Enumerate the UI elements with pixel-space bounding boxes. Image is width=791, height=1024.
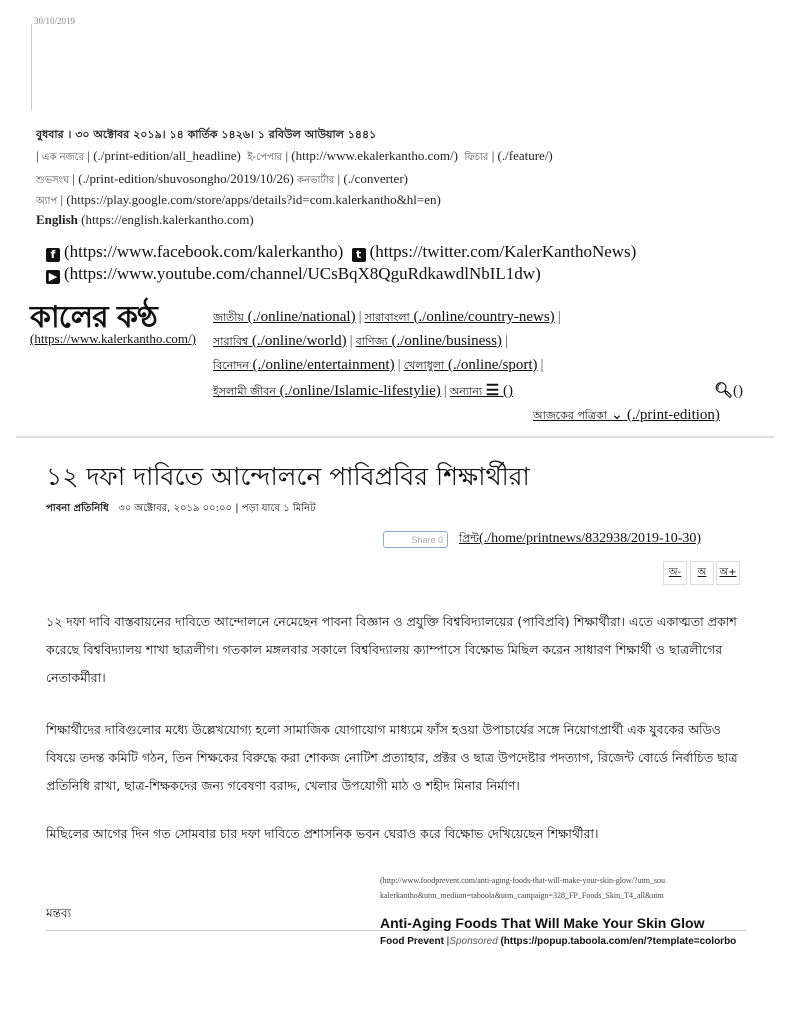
nav-row-4: ইসলামী জীবন (./online/Islamic-lifestylie) | অন্যান্য ☰ () (213, 383, 513, 399)
nav-others[interactable]: অন্যান্য ☰ () (449, 383, 513, 399)
top-links-row-1: | এক নজরে | (./print-edition/all_headline) ই-পেপার | (http://www.ekalerkantho.com/) ফিচার | (./feature/) (36, 148, 553, 163)
youtube-link[interactable]: (https://www.youtube.com/channel/UCsBqX8QguRdkawdlNbIL1dw) (64, 264, 541, 283)
nav-world[interactable]: সারাবিশ্ব (./online/world) (213, 333, 347, 349)
print-edition-link[interactable]: আজকের পত্রিকা ⌄ (./print-edition) (533, 407, 720, 423)
link-url[interactable]: (./print-edition/shuvosongho/2019/10/26) (78, 171, 294, 186)
top-links-row-2: শুভসংঘ | (./print-edition/shuvosongho/2019/10/26) কনভার্টার | (./converter) (36, 171, 408, 186)
menu-icon: ☰ (485, 383, 500, 399)
search-button[interactable]: 🔍︎() (714, 383, 744, 399)
read-time: পড়া যাবে ১ মিনিট (241, 503, 316, 514)
site-logo[interactable]: কালের কণ্ঠ (30, 300, 157, 335)
font-decrease-button[interactable]: অ- (663, 561, 687, 585)
header-divider (16, 436, 774, 438)
twitter-link[interactable]: (https://twitter.com/KalerKanthoNews) (369, 242, 637, 261)
comments-heading: মন্তব্য (46, 906, 72, 920)
link-url[interactable]: (./feature/) (497, 148, 553, 163)
nav-row-2: সারাবিশ্ব (./online/world) | বাণিজ্য (./online/business) | (213, 333, 508, 349)
link-shuvosongho[interactable]: শুভসংঘ (36, 175, 70, 186)
article-paragraph-1: ১২ দফা দাবি বাস্তবায়নের দাবিতে আন্দোলনে নেমেছেন পাবনা বিজ্ঞান ও প্রযুক্তি বিশ্ববিদ্যালয়ের (পাবিপ্রবি) শিক্ষার্থীরা। এতে একাত্মতা প্রকাশ করেছে বিশ্ববিদ্যালয় শাখা ছাত্রলীগ। গতকাল মঙ্গলবার সকালে বিশ্ববিদ্যালয় ক্যাম্পাসে বিক্ষোভ মিছিল করেন সাধারণ শিক্ষার্থী ও ছাত্রলীগের নেতাকর্মীরা। (46, 614, 737, 685)
nav-business[interactable]: বাণিজ্য (./online/business) (355, 333, 502, 349)
nav-country[interactable]: সারাবাংলা (./online/country-news) (364, 309, 555, 325)
link-english[interactable]: English (36, 212, 78, 227)
print-date: 30/10/2019 (34, 16, 76, 26)
nav-national[interactable]: জাতীয় (./online/national) (213, 309, 356, 325)
article-paragraph-2: শিক্ষার্থীদের দাবিগুলোর মধ্যে উল্লেখযোগ্য হলো সামাজিক যোগাযোগ মাধ্যমে ফাঁস হওয়া উপাচার্যের সঙ্গে নিয়োগপ্রার্থী এক যুবকের অডিও বিষয়ে তদন্ত কমিটি গঠন, তিন শিক্ষকের বিরুদ্ধে করা শোকজ নোটিশ প্রত্যাহার, প্রক্টর ও ছাত্র উপদেষ্টার পদত্যাগ, রিজেন্ট বোর্ডে নির্বাচিত ছাত্র প্রতিনিধি রাখা, ছাত্র-শিক্ষকদের জন্য গবেষণা বরাদ্দ, খেলার উপযোগী মাঠ ও শহীদ মিনার নির্মাণ। (46, 722, 738, 793)
top-links-row-4 (36, 212, 254, 228)
print-link[interactable]: প্রিন্ট(./home/printnews/832938/2019-10-30) (459, 531, 702, 546)
link-url[interactable]: (./print-edition/all_headline) (93, 148, 241, 163)
link-converter[interactable]: কনভার্টার (297, 175, 335, 186)
facebook-icon[interactable]: f (46, 248, 60, 262)
search-icon: 🔍︎ (714, 383, 734, 399)
link-url[interactable]: (https://play.google.com/store/apps/details?id=com.kalerkantho&hl=en) (66, 192, 441, 207)
social-row-2 (46, 264, 541, 284)
youtube-icon[interactable]: ▶ (46, 270, 60, 284)
article-byline: পাবনা প্রতিনিধি ৩০ অক্টোবর, ২০১৯ ০০:০০ | পড়া যাবে ১ মিনিট (46, 503, 316, 514)
nav-sport[interactable]: খেলাধুলা (./online/sport) (403, 357, 538, 373)
ad-source[interactable]: Food Prevent |Sponsored (https://popup.taboola.com/en/?template=colorbo (380, 936, 737, 947)
link-url[interactable]: (https://english.kalerkantho.com) (81, 212, 254, 227)
link-app[interactable]: অ্যাপ (36, 196, 58, 207)
author: পাবনা প্রতিনিধি (46, 503, 109, 514)
chevron-down-icon: ⌄ (610, 407, 624, 423)
ad-url-line-1[interactable]: (http://www.foodprevent.com/anti-aging-foods-that-will-make-your-skin-glow/?utm_sou (380, 876, 666, 885)
article-paragraph-3: মিছিলের আগের দিন গত সোমবার চার দফা দাবিতে প্রশাসনিক ভবন ঘেরাও করে বিক্ষোভ দেখিয়েছেন শিক্ষার্থীরা। (46, 826, 599, 841)
nav-entertainment[interactable]: বিনোদন (./online/entertainment) (213, 357, 395, 373)
top-links-row-3: অ্যাপ | (https://play.google.com/store/apps/details?id=com.kalerkantho&hl=en) (36, 192, 441, 207)
link-ek-nojore[interactable]: এক নজরে (41, 152, 85, 163)
font-reset-button[interactable]: অ (690, 561, 714, 585)
link-feature[interactable]: ফিচার (464, 152, 489, 163)
article-title: ১২ দফা দাবিতে আন্দোলনে পাবিপ্রবির শিক্ষার্থীরা (46, 462, 530, 491)
link-url[interactable]: (./converter) (343, 171, 408, 186)
nav-islamic[interactable]: ইসলামী জীবন (./online/Islamic-lifestylie) (213, 383, 441, 399)
ad-title[interactable]: Anti-Aging Foods That Will Make Your Skin Glow (380, 915, 705, 931)
date-line: বুধবার । ৩০ অক্টোবর ২০১৯। ১৪ কার্তিক ১৪২৬। ১ রবিউল আউয়াল ১৪৪১ (36, 128, 377, 141)
nav-row-3: বিনোদন (./online/entertainment) | খেলাধুলা (./online/sport) | (213, 357, 544, 373)
facebook-link[interactable]: (https://www.facebook.com/kalerkantho) (64, 242, 344, 261)
link-url[interactable]: (http://www.ekalerkantho.com/) (291, 148, 458, 163)
ad-url-line-2[interactable]: kalerkantho&utm_medium=taboola&utm_campaign=328_FP_Foods_Skin_T4_all&utm (380, 891, 664, 900)
twitter-icon[interactable]: t (352, 248, 366, 262)
social-row-1 (46, 242, 636, 262)
divider (31, 24, 32, 110)
nav-row-1: জাতীয় (./online/national) | সারাবাংলা (./online/country-news) | (213, 309, 561, 325)
logo-url[interactable]: (https://www.kalerkantho.com/) (30, 331, 196, 346)
share-button[interactable]: Share 0 (383, 531, 448, 548)
publish-date: ৩০ অক্টোবর, ২০১৯ ০০:০০ (118, 503, 233, 514)
font-increase-button[interactable]: অ+ (716, 561, 740, 585)
link-epaper[interactable]: ই-পেপার (247, 152, 283, 163)
